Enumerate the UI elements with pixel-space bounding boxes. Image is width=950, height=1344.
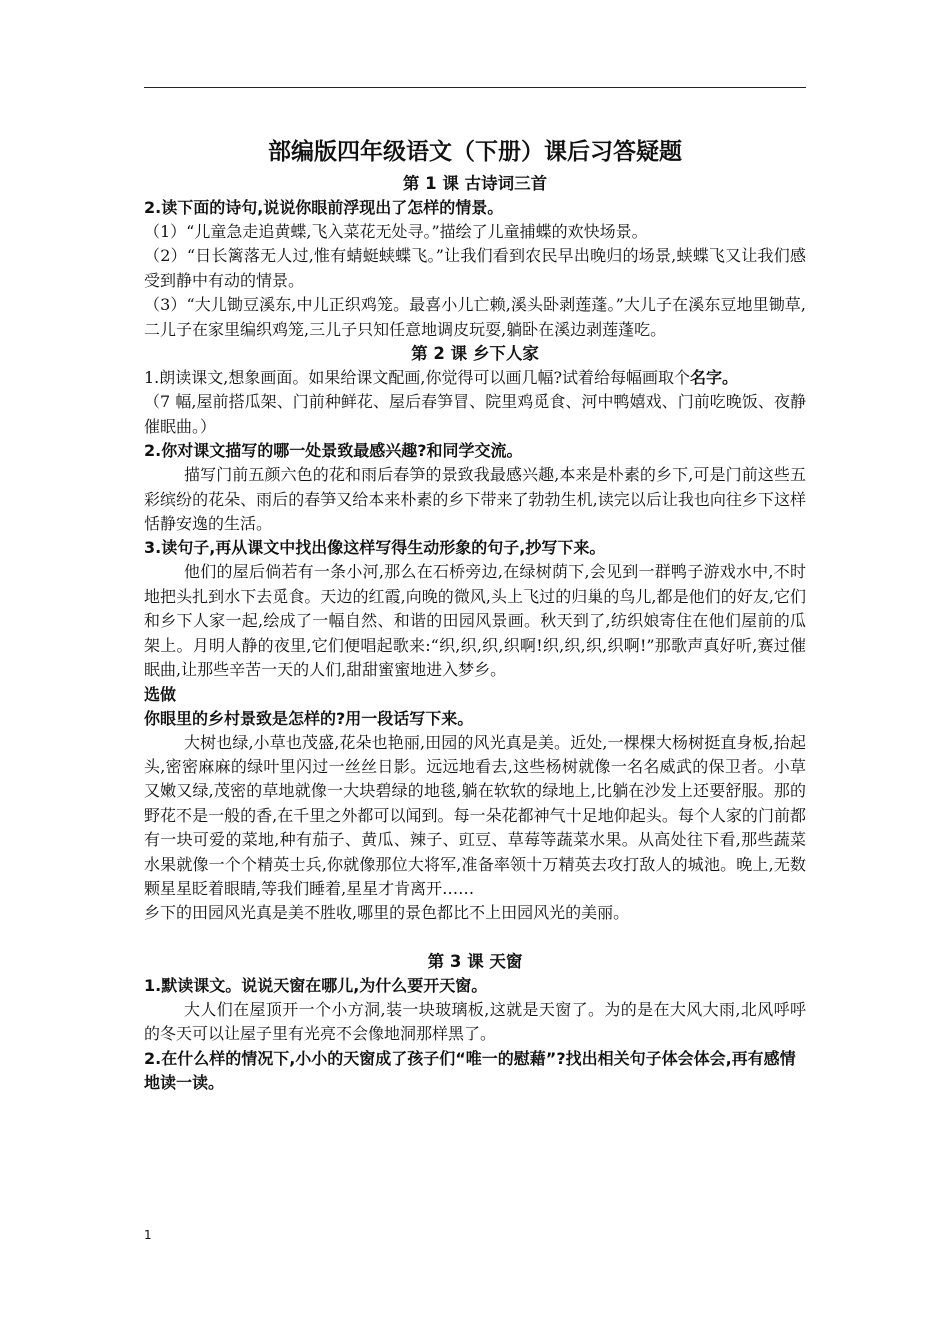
lesson-2-answer-1: （7 幅,屋前搭瓜架、门前种鲜花、屋后春笋冒、院里鸡觅食、河中鸭嬉戏、门前吃晚饭、夜静催眠曲。）: [144, 392, 806, 436]
document-title: 部编版四年级语文（下册）课后习答疑题: [268, 139, 682, 165]
optional-question: 你眼里的乡村景致是怎样的?用一段话写下来。: [144, 708, 474, 728]
lesson-3-question-1: 1.默读课文。说说天窗在哪儿,为什么要开天窗。: [144, 975, 488, 995]
lesson-2-heading: 第 2 课 乡下人家: [411, 344, 539, 364]
lesson-1-question-2: 2.读下面的诗句,说说你眼前浮现出了怎样的情景。: [144, 198, 504, 217]
optional-answer-2: 乡下的田园风光真是美不胜收,哪里的景色都比不上田园风光的美丽。: [144, 903, 630, 923]
lesson-2-question-2: 2.你对课文描写的哪一处景致最感兴趣?和同学交流。: [144, 441, 523, 461]
lesson-2-question-3: 3.读句子,再从课文中找出像这样写得生动形象的句子,抄写下来。: [144, 538, 606, 558]
lesson-1-answer-2: （2）“日长篱落无人过,惟有蜻蜓蛱蝶飞。”让我们看到农民早出晚归的场景,蛱蝶飞又让我们感受到静中有动的情景。: [144, 246, 806, 290]
lesson-2-answer-2: 描写门前五颜六色的花和雨后春笋的景致我最感兴趣,本来是朴素的乡下,可是门前这些五彩缤纷的花朵、雨后的春笋又给本来朴素的乡下带来了勃勃生机,读完以后让我也向往乡下这样恬静安逸的生活。: [144, 465, 806, 534]
lesson-2-question-1-text: 1.朗读课文,想象画面。如果给课文配画,你觉得可以画几幅?试着给每幅画取个: [144, 368, 691, 388]
optional-answer-1: 大树也绿,小草也茂盛,花朵也艳丽,田园的风光真是美。近处,一棵棵大杨树挺直身板,抬起头,密密麻麻的绿叶里闪过一丝丝日影。远远地看去,这些杨树就像一名名威武的保卫者。小草又嫩又绿,茂密的草地就像一大块碧绿的地毯,躺在软软的绿地上,比躺在沙发上还要舒服。那的野花不是一般的香,在千里之外都可以闻到。每一朵花都神气十足地仰起头。每个人家的门前都有一块可爱的菜地,种有茄子、黄瓜、辣子、豇豆、草莓等蔬菜水果。从高处往下看,那些蔬菜水果就像一个个精英士兵,你就像那位大将军,准备率领十万精英去攻打敌人的城池。晚上,无数颗星星眨着眼睛,等我们睡着,星星才肯离开……: [144, 732, 806, 898]
lesson-2-answer-3: 他们的屋后倘若有一条小河,那么在石桥旁边,在绿树荫下,会见到一群鸭子游戏水中,不时地把头扎到水下去觅食。天边的红霞,向晚的微风,头上飞过的归巢的鸟儿,都是他们的好友,它们和乡下人家一起,绘成了一幅自然、和谐的田园风景画。秋天到了,纺织娘寄住在他们屋前的瓜架上。月明人静的夜里,它们便唱起歌来:“织,织,织,织啊!织,织,织,织啊!”那歌声真好听,赛过催眠曲,让那些辛苦一天的人们,甜甜蜜蜜地进入梦乡。: [144, 562, 806, 680]
page-number: 1: [144, 1228, 152, 1242]
document-body: [144, 132, 806, 1095]
lesson-2-question-1-bold: 名字。: [690, 368, 739, 388]
lesson-3-answer-1: 大人们在屋顶开一个小方洞,装一块玻璃板,这就是天窗了。为的是在大风大雨,北风呼呼的冬天可以让屋子里有光亮不会像地洞那样黑了。: [144, 999, 806, 1044]
lesson-3-question-2: 2.在什么样的情况下,小小的天窗成了孩子们“唯一的慰藉”?找出相关句子体会体会,再有感情地读一读。: [144, 1048, 796, 1092]
section-spacer: [144, 926, 806, 950]
lesson-1-answer-1: （1）“儿童急走追黄蝶,飞入菜花无处寻。”描绘了儿童捕蝶的欢快场景。: [144, 222, 648, 241]
lesson-3-heading: 第 3 课 天窗: [427, 951, 523, 971]
header-rule: [144, 87, 806, 88]
lesson-1-heading: 第 1 课 古诗词三首: [402, 174, 548, 193]
lesson-2-question-1: [144, 366, 806, 390]
lesson-1-answer-3: （3）“大儿锄豆溪东,中儿正织鸡笼。最喜小儿亡赖,溪头卧剥莲蓬。”大儿子在溪东豆地里锄草,二儿子在家里编织鸡笼,三儿子只知任意地调皮玩耍,躺卧在溪边剥莲蓬吃。: [144, 295, 806, 339]
optional-label: 选做: [144, 684, 177, 704]
